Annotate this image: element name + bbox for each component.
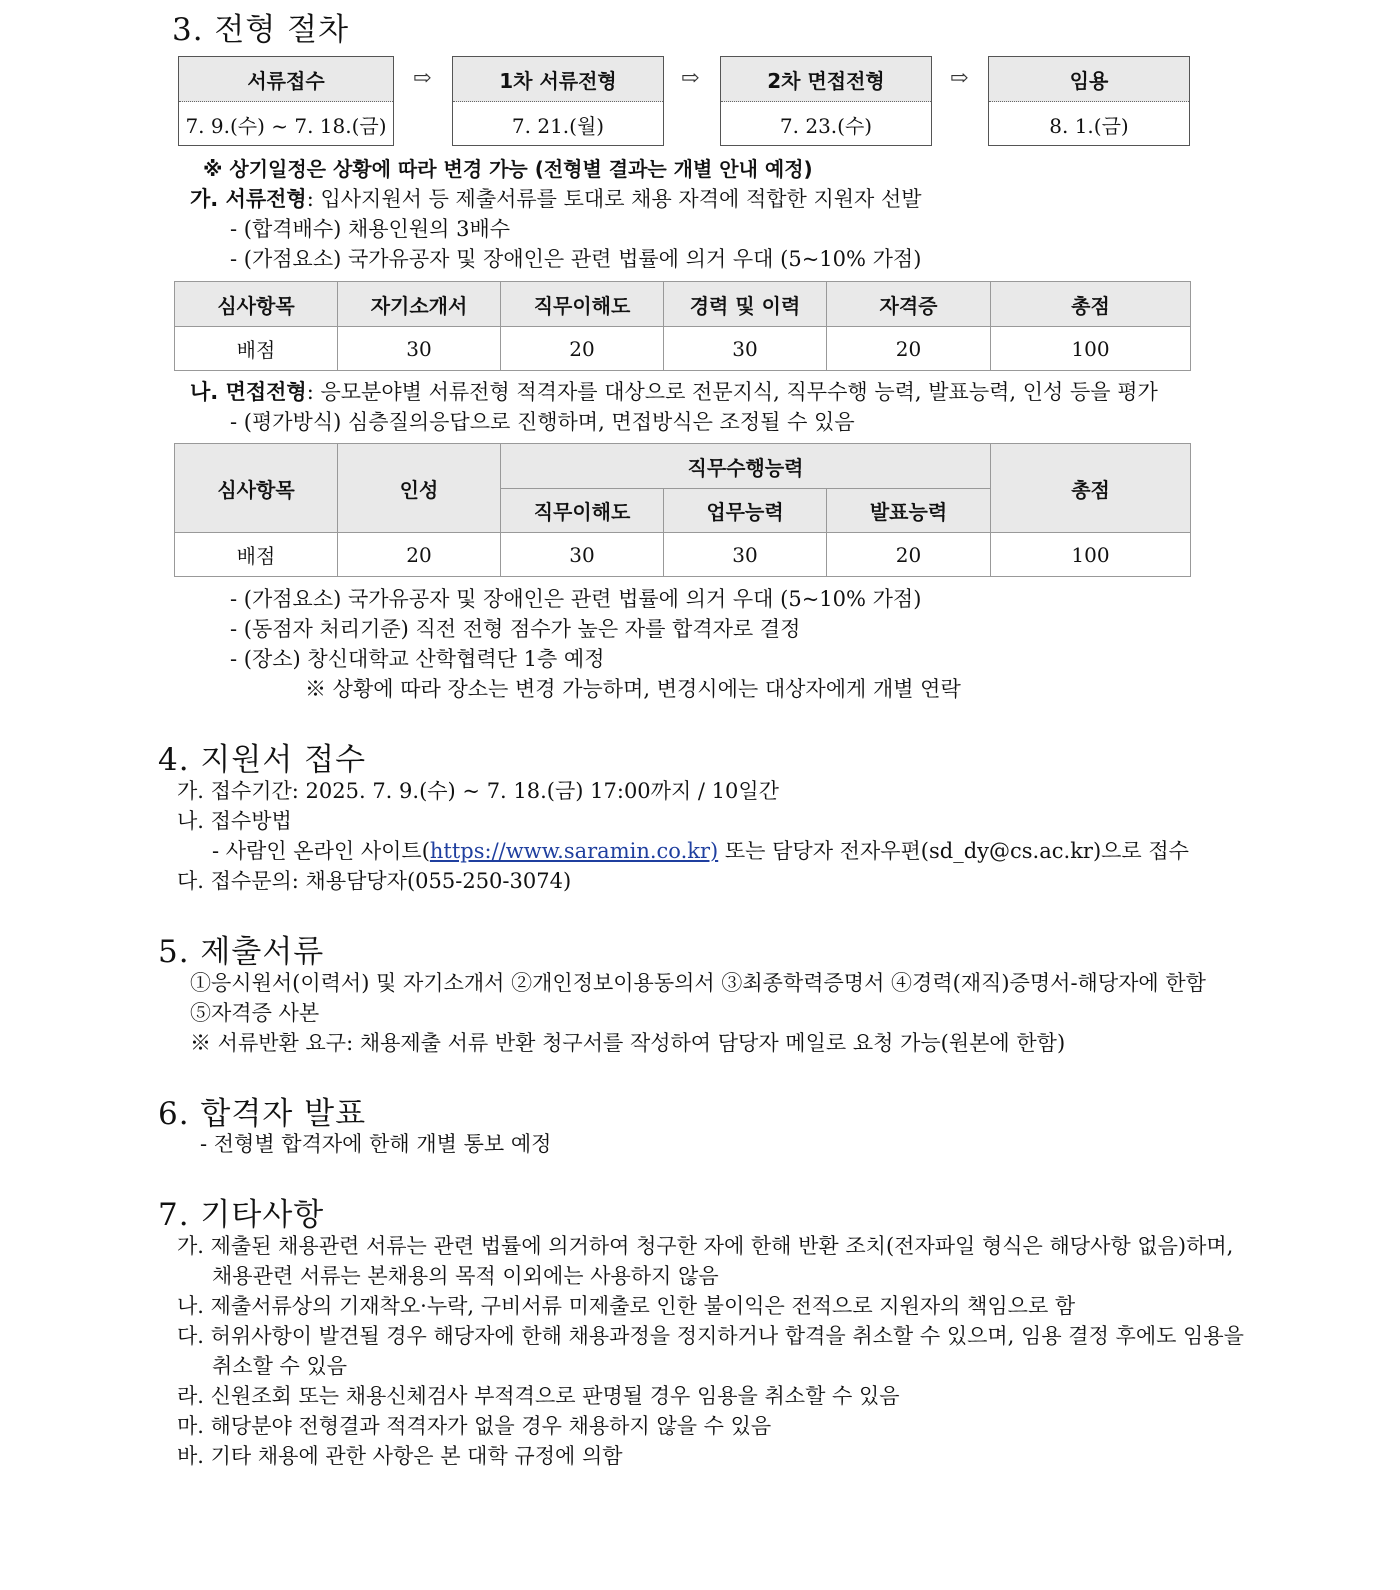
table-header-cell: 업무능력 — [664, 489, 827, 533]
list-item: - (동점자 처리기준) 직전 전형 점수가 높은 자를 합격자로 결정 — [230, 617, 801, 641]
application-period: 가. 접수기간: 2025. 7. 9.(수) ~ 7. 18.(금) 17:00까지 / 10일간 — [177, 779, 779, 803]
table-header-row — [175, 282, 1191, 327]
table-header-cell: 직무이해도 — [501, 282, 664, 327]
document-screening-desc: : 입사지원서 등 제출서류를 토대로 채용 자격에 적합한 지원자 선발 — [306, 187, 922, 211]
table-header-cell: 발표능력 — [827, 489, 991, 533]
schedule-note: ※ 상기일정은 상황에 따라 변경 가능 (전형별 결과는 개별 안내 예정) — [203, 157, 813, 181]
documents-line: ①응시원서(이력서) 및 자기소개서 ②개인정보이용동의서 ③최종학력증명서 ④경력(재직)증명서-해당자에 한함 — [190, 971, 1206, 995]
flow-step-interview — [720, 56, 932, 146]
list-item: - (평가방식) 심층질의응답으로 진행하며, 면접방식은 조정될 수 있음 — [230, 410, 855, 434]
list-item: - (장소) 창신대학교 산학협력단 1층 예정 — [230, 647, 605, 671]
list-item: 바. 기타 채용에 관한 사항은 본 대학 규정에 의함 — [177, 1444, 623, 1468]
list-item: - (가점요소) 국가유공자 및 장애인은 관련 법률에 의거 우대 (5~10% 가점) — [230, 247, 922, 271]
flow-step-date: 7. 21.(월) — [511, 113, 605, 138]
section5-heading: 5. 제출서류 — [158, 934, 325, 970]
place-note: ※ 상황에 따라 장소는 변경 가능하며, 변경시에는 대상자에게 개별 연락 — [305, 677, 961, 701]
interview-line — [190, 377, 1158, 407]
table-header-cell: 자기소개서 — [338, 282, 501, 327]
list-item: 다. 허위사항이 발견될 경우 해당자에 한해 채용과정을 정지하거나 합격을 취소할 수 있으며, 임용 결정 후에도 임용을 — [177, 1324, 1244, 1348]
flow-step-date: 7. 9.(수) ~ 7. 18.(금) — [185, 113, 387, 138]
announcement-item: - 전형별 합격자에 한해 개별 통보 예정 — [200, 1132, 552, 1156]
flow-step-date: 8. 1.(금) — [1049, 113, 1129, 138]
table-header-row — [175, 444, 1191, 489]
interview-title: 나. 면접전형 — [190, 380, 307, 404]
table-row — [175, 327, 1191, 371]
list-item-continuation: 취소할 수 있음 — [212, 1354, 348, 1378]
document-score-table — [174, 281, 1191, 371]
arrow-right-icon: ⇨ — [413, 66, 432, 91]
flow-step-label: 임용 — [989, 57, 1189, 102]
flow-step-appointment — [988, 56, 1190, 146]
flow-step-label: 1차 서류전형 — [453, 57, 663, 102]
table-cell: 100 — [991, 533, 1191, 577]
section6-heading: 6. 합격자 발표 — [158, 1096, 367, 1132]
list-item: 나. 제출서류상의 기재착오·누락, 구비서류 미제출로 인한 불이익은 전적으로 지원자의 책임으로 함 — [177, 1294, 1076, 1318]
list-item: - (합격배수) 채용인원의 3배수 — [230, 217, 511, 241]
table-header-cell: 총점 — [991, 282, 1191, 327]
document-screening-title: 가. 서류전형 — [190, 187, 307, 211]
document-screening-line — [190, 184, 922, 214]
flow-step-label: 서류접수 — [179, 57, 393, 102]
table-header-cell: 인성 — [338, 444, 501, 533]
interview-score-table — [174, 443, 1191, 577]
return-note: ※ 서류반환 요구: 채용제출 서류 반환 청구서를 작성하여 담당자 메일로 요청 가능(원본에 한함) — [190, 1031, 1066, 1055]
flow-step-label: 2차 면접전형 — [721, 57, 931, 102]
table-header-group: 직무수행능력 — [501, 444, 991, 489]
table-cell: 20 — [827, 533, 991, 577]
table-row — [175, 533, 1191, 577]
table-cell: 100 — [991, 327, 1191, 371]
section7-heading: 7. 기타사항 — [158, 1197, 325, 1233]
list-item-continuation: 채용관련 서류는 본채용의 목적 이외에는 사용하지 않음 — [212, 1264, 719, 1288]
documents-line: ⑤자격증 사본 — [190, 1001, 320, 1025]
method-suffix: 또는 담당자 전자우편(sd_dy@cs.ac.kr)으로 접수 — [718, 839, 1189, 863]
table-cell: 30 — [664, 533, 827, 577]
application-inquiry: 다. 접수문의: 채용담당자(055-250-3074) — [177, 869, 572, 893]
table-cell: 20 — [827, 327, 991, 371]
application-method-line — [212, 836, 1189, 866]
saramin-link[interactable]: https://www.saramin.co.kr) — [429, 839, 719, 863]
list-item: 마. 해당분야 전형결과 적격자가 없을 경우 채용하지 않을 수 있음 — [177, 1414, 772, 1438]
table-cell: 30 — [338, 327, 501, 371]
table-cell: 20 — [501, 327, 664, 371]
table-header-cell: 심사항목 — [175, 444, 338, 533]
section4-heading: 4. 지원서 접수 — [158, 742, 367, 778]
flow-step-date: 7. 23.(수) — [779, 113, 873, 138]
table-cell: 30 — [664, 327, 827, 371]
table-header-cell: 자격증 — [827, 282, 991, 327]
table-cell: 배점 — [175, 533, 338, 577]
table-header-cell: 직무이해도 — [501, 489, 664, 533]
interview-desc: : 응모분야별 서류전형 적격자를 대상으로 전문지식, 직무수행 능력, 발표능력, 인성 등을 평가 — [306, 380, 1158, 404]
list-item: 라. 신원조회 또는 채용신체검사 부적격으로 판명될 경우 임용을 취소할 수 있음 — [177, 1384, 900, 1408]
table-header-cell: 심사항목 — [175, 282, 338, 327]
list-item: 가. 제출된 채용관련 서류는 관련 법률에 의거하여 청구한 자에 한해 반환 조치(전자파일 형식은 해당사항 없음)하며, — [177, 1234, 1234, 1258]
table-cell: 20 — [338, 533, 501, 577]
application-method-title: 나. 접수방법 — [177, 809, 292, 833]
list-item: - (가점요소) 국가유공자 및 장애인은 관련 법률에 의거 우대 (5~10% 가점) — [230, 587, 922, 611]
arrow-right-icon: ⇨ — [681, 66, 700, 91]
section3-heading: 3. 전형 절차 — [172, 12, 350, 48]
table-cell: 배점 — [175, 327, 338, 371]
arrow-right-icon: ⇨ — [950, 66, 969, 91]
method-prefix: - 사람인 온라인 사이트( — [212, 839, 430, 863]
table-header-cell: 경력 및 이력 — [664, 282, 827, 327]
table-cell: 30 — [501, 533, 664, 577]
flow-step-application — [178, 56, 394, 146]
flow-step-document-screening — [452, 56, 664, 146]
table-header-cell: 총점 — [991, 444, 1191, 533]
